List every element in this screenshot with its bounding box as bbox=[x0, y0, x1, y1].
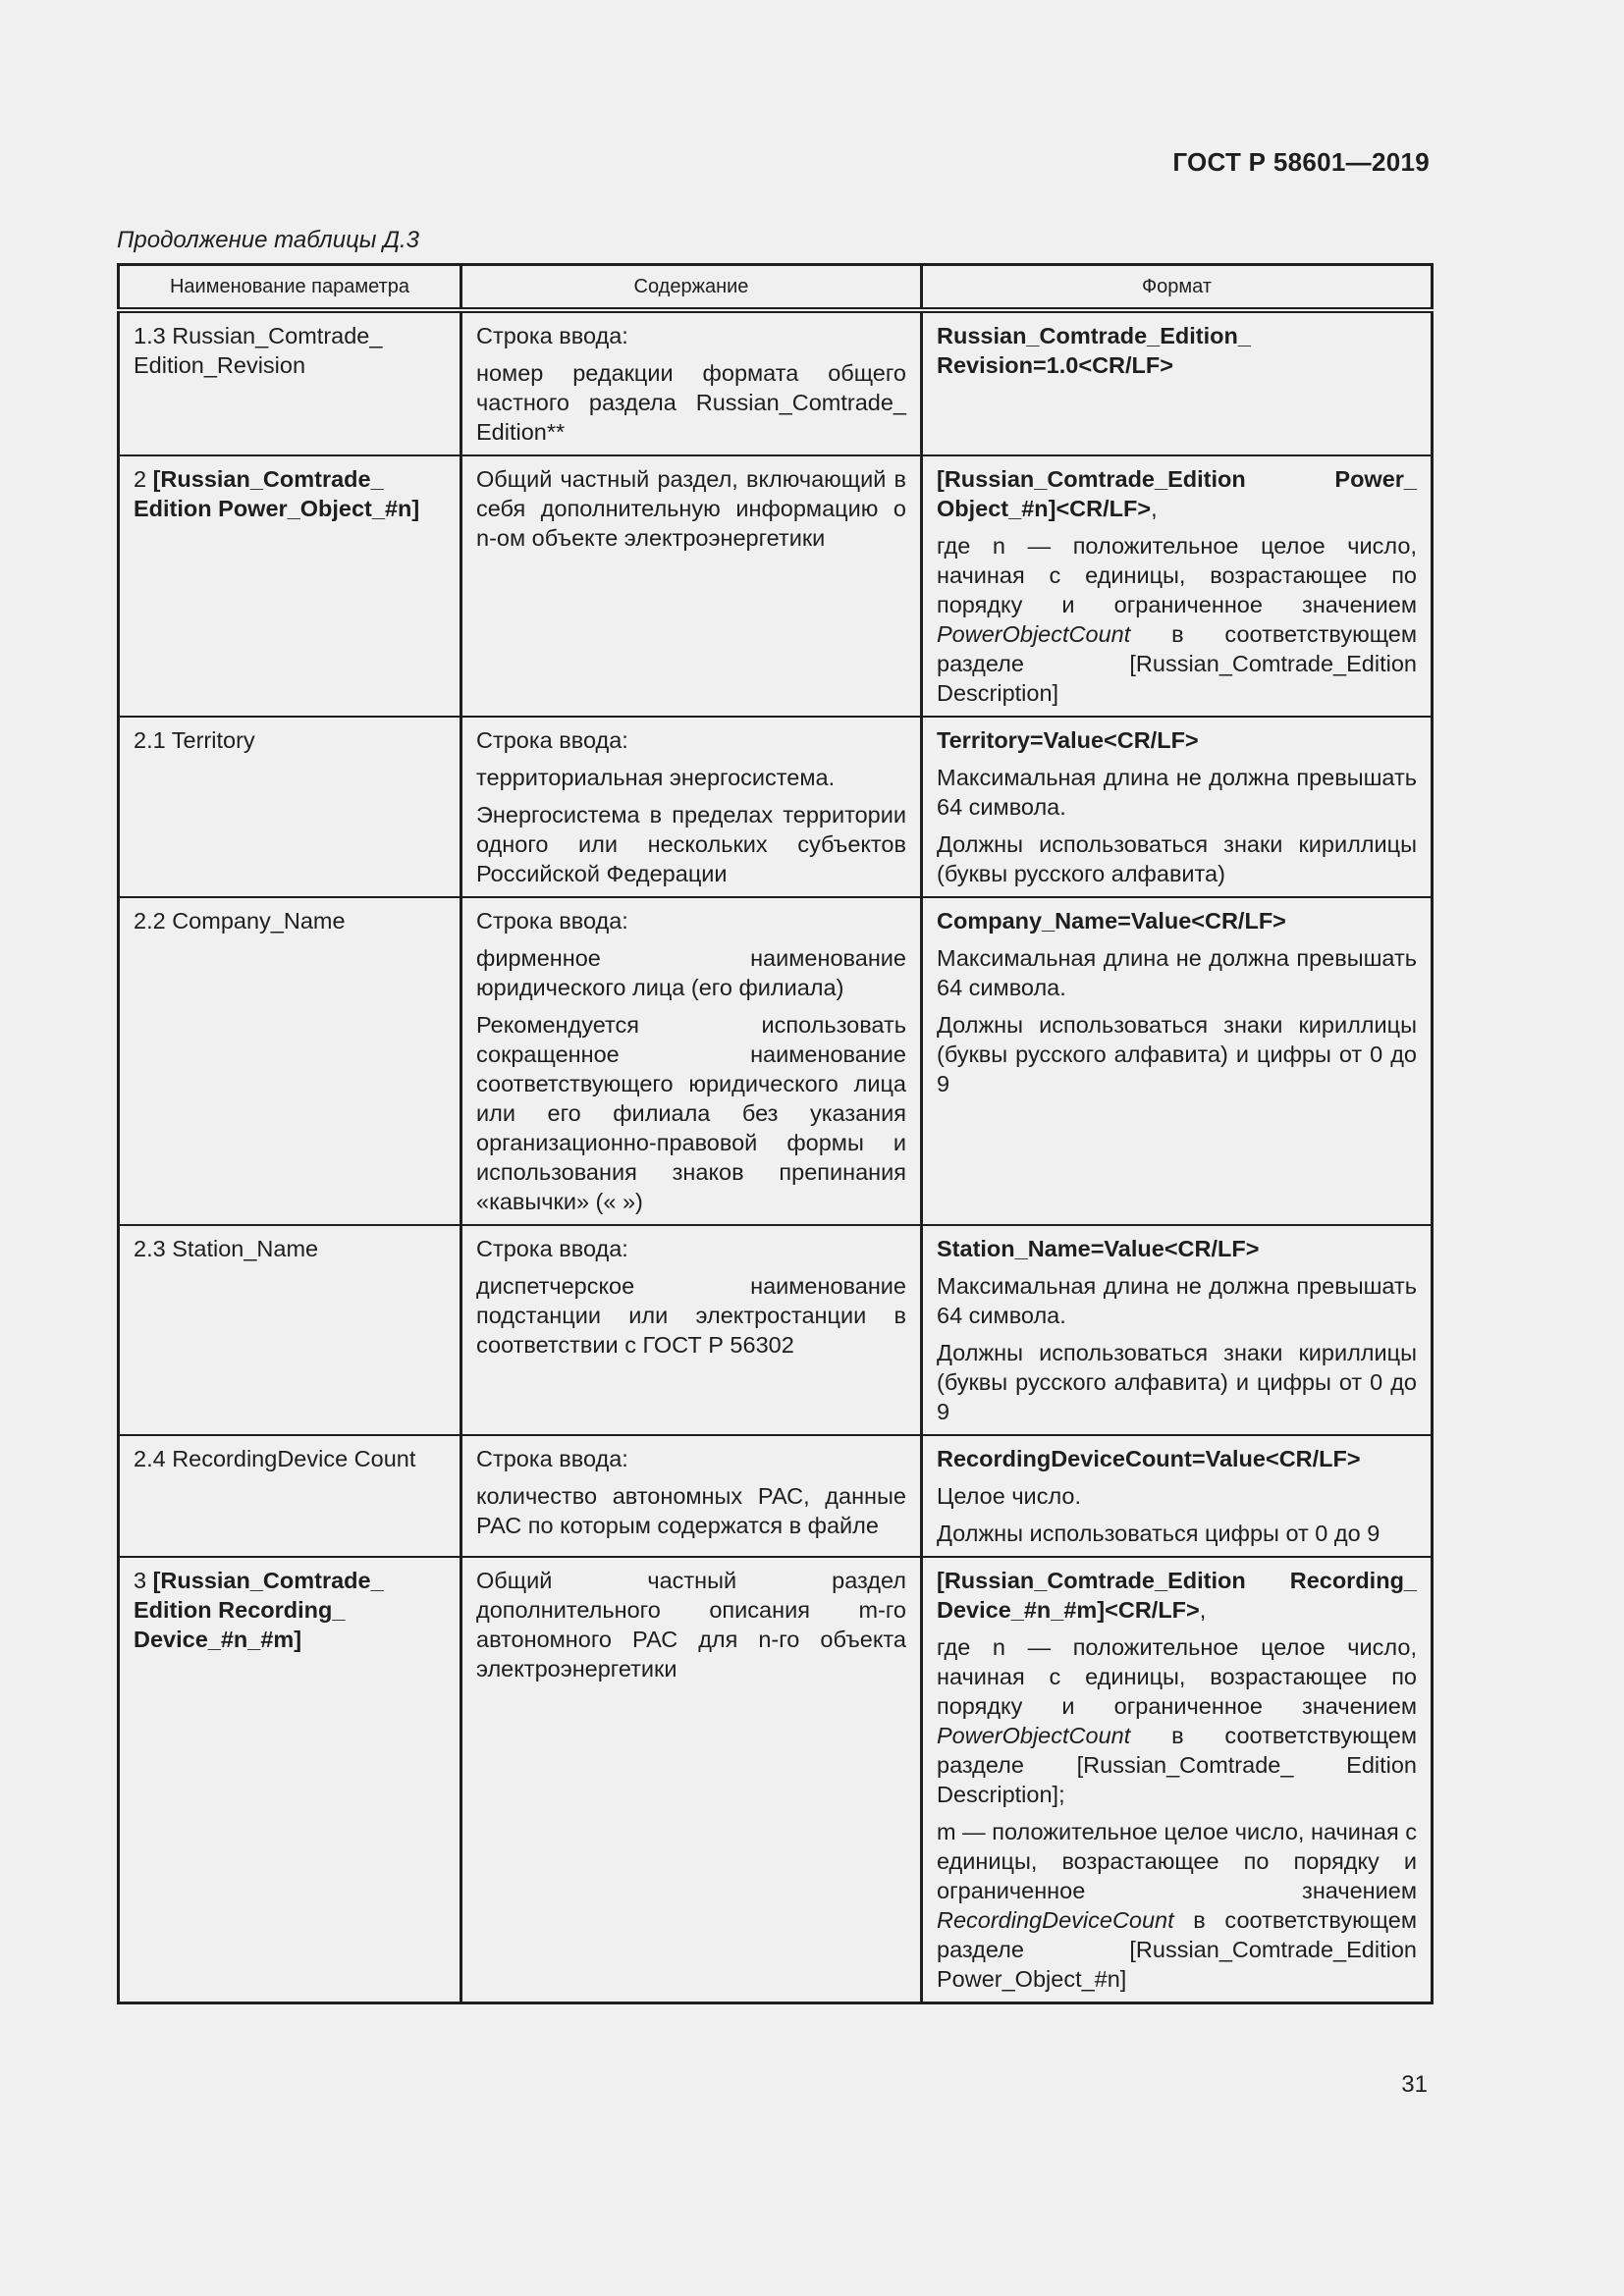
format-note-text: m — положительное целое число, начиная с единицы, возрастающее по порядку и ограниченное значением bbox=[937, 1819, 1417, 1903]
format-string bbox=[937, 464, 1417, 523]
parameter-name-cell bbox=[119, 1225, 461, 1435]
table-row bbox=[119, 310, 1433, 455]
format-string bbox=[937, 1444, 1417, 1473]
content-paragraph: Энергосистема в пределах территории одного или нескольких субъектов Российской Федерации bbox=[476, 802, 906, 886]
format-syntax: Company_Name=Value<CR/LF> bbox=[937, 908, 1286, 934]
content-cell bbox=[461, 455, 922, 717]
format-syntax: Russian_Comtrade_Edition_ Revision=1.0<CR/LF> bbox=[937, 323, 1251, 378]
format-cell bbox=[922, 310, 1433, 455]
format-note-term: PowerObjectCount bbox=[937, 621, 1131, 647]
format-note-text: Должны использоваться цифры от 0 до 9 bbox=[937, 1521, 1380, 1546]
format-cell bbox=[922, 1225, 1433, 1435]
format-note-text: Максимальная длина не должна превышать 64 символа. bbox=[937, 1273, 1417, 1328]
format-syntax-punctuation: , bbox=[1199, 1597, 1207, 1623]
content-paragraph: Рекомендуется использовать сокращенное наименование соответствующего юридического лица или его филиала без указания организационно-правовой формы и использования знаков препинания «кавычки» (« ») bbox=[476, 1012, 906, 1214]
format-syntax-punctuation: , bbox=[1151, 496, 1158, 521]
table-row bbox=[119, 1225, 1433, 1435]
format-note-text: где n — положительное целое число, начиная с единицы, возрастающее по порядку и ограниченное значением bbox=[937, 1634, 1417, 1719]
format-note-text: Должны использоваться знаки кириллицы (буквы русского алфавита) bbox=[937, 831, 1417, 886]
standard-designation: ГОСТ Р 58601—2019 bbox=[1172, 147, 1430, 177]
parameter-name-cell bbox=[119, 1557, 461, 2003]
format-note bbox=[937, 1481, 1417, 1511]
table-row bbox=[119, 1557, 1433, 2003]
section-name: [Russian_Comtrade_ Edition Power_Object_#n] bbox=[134, 466, 420, 521]
format-string bbox=[937, 725, 1417, 755]
format-note bbox=[937, 531, 1417, 708]
format-note-text: в соответствующем разделе [Russian_Comtrade_ Edition Description]; bbox=[937, 1723, 1417, 1807]
parameter-name: 2.3 Station_Name bbox=[134, 1236, 319, 1261]
table-body bbox=[119, 310, 1433, 2003]
content-paragraph: Строка ввода: bbox=[476, 727, 628, 753]
content-paragraph: Общий частный раздел, включающий в себя дополнительную информацию о n-ом объекте электроэнергетики bbox=[476, 466, 906, 551]
format-note-text: где n — положительное целое число, начиная с единицы, возрастающее по порядку и ограниченное значением bbox=[937, 533, 1417, 617]
format-cell bbox=[922, 1557, 1433, 2003]
format-string bbox=[937, 321, 1417, 380]
format-string bbox=[937, 906, 1417, 935]
format-syntax: RecordingDeviceCount=Value<CR/LF> bbox=[937, 1446, 1361, 1471]
format-note-term: RecordingDeviceCount bbox=[937, 1907, 1174, 1933]
table-row bbox=[119, 717, 1433, 897]
parameter-name: 3 bbox=[134, 1568, 153, 1593]
parameter-name-cell bbox=[119, 1435, 461, 1557]
format-note bbox=[937, 829, 1417, 888]
format-note-text: Целое число. bbox=[937, 1483, 1082, 1509]
format-string bbox=[937, 1234, 1417, 1263]
content-cell bbox=[461, 717, 922, 897]
content-cell bbox=[461, 1225, 922, 1435]
format-syntax: [Russian_Comtrade_Edition Power_ Object_#n]<CR/LF> bbox=[937, 466, 1417, 521]
table-row bbox=[119, 897, 1433, 1225]
format-note-text: Должны использоваться знаки кириллицы (буквы русского алфавита) и цифры от 0 до 9 bbox=[937, 1012, 1417, 1096]
column-header-name: Наименование параметра bbox=[119, 265, 461, 311]
format-note bbox=[937, 1817, 1417, 1994]
format-note-text: в соответствующем разделе [Russian_Comtrade_Edition Description] bbox=[937, 621, 1417, 706]
format-cell bbox=[922, 897, 1433, 1225]
table-caption: Продолжение таблицы Д.3 bbox=[117, 227, 420, 253]
parameter-name: 2 bbox=[134, 466, 153, 492]
content-cell bbox=[461, 1435, 922, 1557]
page-number: 31 bbox=[1401, 2071, 1428, 2098]
content-cell bbox=[461, 310, 922, 455]
format-syntax: Territory=Value<CR/LF> bbox=[937, 727, 1199, 753]
parameters-table bbox=[117, 263, 1434, 2004]
format-string bbox=[937, 1566, 1417, 1625]
content-paragraph: Строка ввода: bbox=[476, 908, 628, 934]
parameter-name-cell bbox=[119, 717, 461, 897]
format-cell bbox=[922, 717, 1433, 897]
column-header-content: Содержание bbox=[461, 265, 922, 311]
format-note bbox=[937, 1271, 1417, 1330]
format-cell bbox=[922, 455, 1433, 717]
format-note bbox=[937, 1010, 1417, 1098]
format-syntax: Station_Name=Value<CR/LF> bbox=[937, 1236, 1260, 1261]
content-paragraph: количество автономных РАС, данные РАС по которым содержатся в файле bbox=[476, 1483, 906, 1538]
content-paragraph: Строка ввода: bbox=[476, 323, 628, 348]
parameter-name: 2.2 Company_Name bbox=[134, 908, 346, 934]
section-name: [Russian_Comtrade_ Edition Recording_ Device_#n_#m] bbox=[134, 1568, 384, 1652]
table-row bbox=[119, 1435, 1433, 1557]
content-paragraph: диспетчерское наименование подстанции или электростанции в соответствии с ГОСТ Р 56302 bbox=[476, 1273, 906, 1358]
content-cell bbox=[461, 897, 922, 1225]
parameter-name: 2.1 Territory bbox=[134, 727, 255, 753]
column-header-format: Формат bbox=[922, 265, 1433, 311]
parameter-name-cell bbox=[119, 455, 461, 717]
format-note bbox=[937, 1632, 1417, 1809]
format-note-text: Должны использоваться знаки кириллицы (буквы русского алфавита) и цифры от 0 до 9 bbox=[937, 1340, 1417, 1424]
content-paragraph: номер редакции формата общего частного раздела Russian_Comtrade_ Edition** bbox=[476, 360, 906, 445]
format-syntax: [Russian_Comtrade_Edition Recording_ Device_#n_#m]<CR/LF> bbox=[937, 1568, 1417, 1623]
format-note-text: Максимальная длина не должна превышать 64 символа. bbox=[937, 765, 1417, 820]
format-note-text: в соответствующем разделе [Russian_Comtrade_Edition Power_Object_#n] bbox=[937, 1907, 1417, 1992]
content-paragraph: территориальная энергосистема. bbox=[476, 765, 836, 790]
content-paragraph: Строка ввода: bbox=[476, 1446, 628, 1471]
table-header-row bbox=[119, 265, 1433, 311]
format-note-text: Максимальная длина не должна превышать 64 символа. bbox=[937, 945, 1417, 1000]
format-note-term: PowerObjectCount bbox=[937, 1723, 1131, 1748]
parameter-name: 2.4 RecordingDevice Count bbox=[134, 1446, 416, 1471]
table-row bbox=[119, 455, 1433, 717]
format-note bbox=[937, 763, 1417, 822]
parameter-name-cell bbox=[119, 310, 461, 455]
content-cell bbox=[461, 1557, 922, 2003]
content-paragraph: Строка ввода: bbox=[476, 1236, 628, 1261]
content-paragraph: Общий частный раздел дополнительного описания m-го автономного РАС для n-го объекта электроэнергетики bbox=[476, 1568, 906, 1682]
format-note bbox=[937, 943, 1417, 1002]
format-note bbox=[937, 1519, 1417, 1548]
parameter-name-cell bbox=[119, 897, 461, 1225]
format-cell bbox=[922, 1435, 1433, 1557]
content-paragraph: фирменное наименование юридического лица (его филиала) bbox=[476, 945, 906, 1000]
parameter-name: 1.3 Russian_Comtrade_ Edition_Revision bbox=[134, 323, 383, 378]
format-note bbox=[937, 1338, 1417, 1426]
